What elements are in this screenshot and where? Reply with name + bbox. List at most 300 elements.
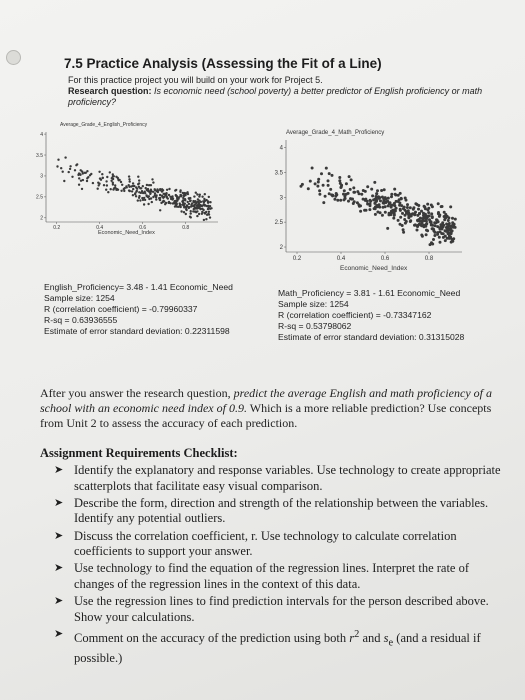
english-data-point [175, 204, 177, 206]
page-title: 7.5 Practice Analysis (Assessing the Fit of a Line) [64, 56, 382, 71]
math-data-point [431, 216, 434, 219]
math-data-point [406, 203, 409, 206]
checklist-title: Assignment Requirements Checklist: [40, 446, 238, 460]
math-data-point [392, 217, 395, 220]
math-data-point [325, 167, 328, 170]
english-data-point [195, 192, 197, 194]
english-data-point [138, 179, 140, 181]
math-data-point [414, 211, 417, 214]
english-data-point [120, 190, 122, 192]
english-data-point [78, 184, 80, 186]
math-data-point [371, 194, 374, 197]
english-data-point [193, 208, 195, 210]
english-data-point [183, 204, 185, 206]
math-data-point [448, 222, 451, 225]
english-data-point [152, 196, 154, 198]
english-data-point [143, 203, 145, 205]
english-data-point [63, 180, 65, 182]
math-data-point [390, 193, 393, 196]
math-data-point [433, 234, 436, 237]
english-data-point [118, 179, 120, 181]
english-data-point [146, 184, 148, 186]
math-data-point [416, 214, 419, 217]
english-data-point [101, 173, 103, 175]
math-data-point [359, 210, 362, 213]
math-data-point [407, 212, 410, 215]
math-data-point [425, 223, 428, 226]
english-data-point [142, 192, 144, 194]
requirements-checklist [52, 463, 512, 668]
math-data-point [390, 210, 393, 213]
english-data-point [129, 180, 131, 182]
math-data-point [447, 232, 450, 235]
english-data-point [174, 189, 176, 191]
english-data-point [98, 171, 100, 173]
english-data-point [209, 205, 211, 207]
math-data-point [375, 192, 378, 195]
checklist-item: ➤ Use the regression lines to find prediction intervals for the person described above. Show your calculations. [54, 594, 489, 624]
english-data-point [209, 201, 211, 203]
english-data-point [69, 168, 71, 170]
math-data-point [343, 198, 346, 201]
math-data-point [388, 212, 391, 215]
english-data-point [189, 197, 191, 199]
math-data-point [393, 202, 396, 205]
english-data-point [105, 180, 107, 182]
english-data-point [152, 181, 154, 183]
math-data-point [441, 205, 444, 208]
math-data-point [438, 236, 441, 239]
math-data-point [340, 185, 343, 188]
math-data-point [431, 243, 434, 246]
math-data-point [416, 219, 419, 222]
math-data-point [402, 228, 405, 231]
english-data-point [78, 177, 80, 179]
math-data-point [420, 224, 423, 227]
english-data-point [183, 211, 185, 213]
english-data-point [151, 178, 153, 180]
math-data-point [322, 201, 325, 204]
math-data-point [417, 204, 420, 207]
math-data-point [384, 200, 387, 203]
english-data-point [185, 208, 187, 210]
english-data-point [173, 201, 175, 203]
math-data-point [453, 223, 456, 226]
math-data-point [358, 205, 361, 208]
english-y-tick-label: 3.5 [36, 152, 43, 159]
english-data-point [144, 199, 146, 201]
english-data-point [194, 204, 196, 206]
english-data-point [197, 198, 199, 200]
english-data-point [208, 196, 210, 198]
math-data-point [440, 232, 443, 235]
math-data-point [329, 188, 332, 191]
math-data-point [316, 185, 319, 188]
math-data-point [404, 197, 407, 200]
binder-hole [6, 50, 21, 65]
math-data-point [440, 224, 443, 227]
english-data-point [64, 156, 66, 158]
math-sample-size: Sample size: 1254 [278, 299, 349, 309]
english-data-point [57, 159, 59, 161]
question-part-1: After you answer the research question, [40, 386, 234, 400]
english-r-squared: R-sq = 0.63936555 [44, 315, 118, 325]
math-data-point [421, 221, 424, 224]
english-data-point [129, 190, 131, 192]
math-data-point [368, 208, 371, 211]
math-data-point [318, 193, 321, 196]
math-data-point [386, 227, 389, 230]
english-data-point [142, 185, 144, 187]
math-data-point [347, 200, 350, 203]
math-y-tick-label: 3 [279, 195, 283, 202]
math-data-point [384, 211, 387, 214]
math-data-point [425, 233, 428, 236]
english-data-point [100, 179, 102, 181]
english-data-point [124, 187, 126, 189]
math-y-tick-label: 2.5 [274, 220, 283, 227]
english-data-point [148, 184, 150, 186]
english-data-point [208, 211, 210, 213]
english-data-point [136, 188, 138, 190]
math-x-tick-label: 0.8 [424, 256, 434, 262]
math-data-point [374, 213, 377, 216]
english-data-point [107, 191, 109, 193]
math-data-point [402, 207, 405, 210]
math-data-point [447, 219, 450, 222]
math-data-point [449, 235, 452, 238]
math-data-point [338, 179, 341, 182]
checklist-item: ➤ Comment on the accuracy of the prediction using both $r^2$ and $s_e$ (and a residual if possible.) [54, 627, 481, 666]
math-data-point [397, 219, 400, 222]
english-data-point [190, 216, 192, 218]
english-data-point [128, 186, 130, 188]
english-scatterplot [28, 118, 228, 238]
english-data-point [87, 176, 89, 178]
english-data-point [98, 183, 100, 185]
english-data-point [207, 202, 209, 204]
english-data-point [151, 201, 153, 203]
english-scatterplot-svg [28, 118, 228, 238]
math-data-point [395, 207, 398, 210]
english-data-point [200, 201, 202, 203]
english-x-tick-label: 0.4 [96, 225, 104, 231]
english-data-point [85, 172, 87, 174]
english-data-point [86, 180, 88, 182]
checklist-item: ➤ Use technology to find the equation of the regression lines. Interpret the rate of changes of the regression lines in the context of this data. [54, 561, 470, 591]
english-data-point [185, 206, 187, 208]
math-regression-stats [278, 288, 464, 343]
math-data-point [416, 229, 419, 232]
english-data-point [109, 171, 111, 173]
math-data-point [431, 224, 434, 227]
math-data-point [333, 198, 336, 201]
arrow-bullet-icon: ➤ [54, 529, 64, 542]
math-data-point [387, 197, 390, 200]
math-data-point [432, 238, 435, 241]
math-data-point [348, 175, 351, 178]
english-data-point [184, 199, 186, 201]
checklist-item: ➤ Describe the form, direction and strength of the relationship between the variables. Identify any potential outliers. [54, 495, 489, 526]
english-data-point [189, 200, 191, 202]
arrow-bullet-icon: ➤ [54, 464, 64, 476]
english-data-point [132, 188, 134, 190]
english-data-point [69, 165, 71, 167]
math-data-point [339, 199, 342, 202]
math-data-point [375, 195, 378, 198]
english-data-point [188, 206, 190, 208]
math-data-point [421, 217, 424, 220]
english-data-point [106, 176, 108, 178]
english-y-tick-label: 2 [40, 215, 43, 222]
math-data-point [379, 199, 382, 202]
math-scatterplot-svg [262, 124, 472, 274]
math-data-point [449, 225, 452, 228]
research-question-label: Research question: [68, 86, 152, 96]
math-data-point [387, 204, 390, 207]
math-data-point [431, 227, 434, 230]
english-x-tick-label: 0.8 [182, 225, 190, 231]
math-data-point [390, 195, 393, 198]
english-data-point [195, 211, 197, 213]
english-data-point [161, 195, 163, 197]
english-data-point [74, 169, 76, 171]
math-x-tick-label: 0.2 [292, 256, 302, 262]
english-data-point [169, 202, 171, 204]
english-x-tick-label: 0.2 [53, 225, 61, 231]
math-x-tick-label: 0.6 [380, 256, 390, 262]
math-data-point [417, 208, 420, 211]
math-data-point [426, 203, 429, 206]
arrow-bullet-icon: ➤ [54, 496, 64, 509]
english-y-tick-label: 4 [40, 131, 43, 138]
math-data-point [430, 212, 433, 215]
english-data-point [137, 183, 139, 185]
math-data-point [446, 227, 449, 230]
math-data-point [327, 179, 330, 182]
math-data-point [350, 198, 353, 201]
english-data-point [132, 185, 134, 187]
english-data-point [183, 193, 185, 195]
math-data-point [388, 202, 391, 205]
english-data-point [137, 176, 139, 178]
math-x-tick-label: 0.4 [336, 256, 346, 262]
english-data-point [60, 167, 62, 169]
english-data-point [196, 207, 198, 209]
english-data-point [159, 199, 161, 201]
math-data-point [350, 178, 353, 181]
math-data-point [421, 235, 424, 238]
math-data-point [343, 189, 346, 192]
english-data-point [201, 196, 203, 198]
english-data-point [207, 213, 209, 215]
english-data-point [112, 188, 114, 190]
math-data-point [403, 218, 406, 221]
english-y-tick-label: 3 [40, 173, 43, 180]
math-y-tick-label: 3.5 [274, 170, 283, 177]
english-data-point [170, 198, 172, 200]
math-data-point [317, 178, 320, 181]
english-data-point [139, 187, 141, 189]
english-data-point [202, 200, 204, 202]
math-data-point [317, 181, 320, 184]
math-y-axis-label: Average_Grade_4_Math_Proficiency [286, 130, 385, 136]
english-data-point [125, 185, 127, 187]
english-data-point [180, 195, 182, 197]
math-data-point [397, 194, 400, 197]
english-data-point [149, 193, 151, 195]
math-data-point [438, 227, 441, 230]
math-data-point [382, 197, 385, 200]
english-regression-stats [44, 282, 233, 337]
english-data-point [120, 181, 122, 183]
math-scatterplot [262, 124, 472, 274]
math-data-point [443, 218, 446, 221]
english-data-point [97, 188, 99, 190]
english-data-point [157, 189, 159, 191]
english-data-point [134, 192, 136, 194]
math-data-point [398, 198, 401, 201]
english-equation: English_Proficiency= 3.48 - 1.41 Economic_Need [44, 282, 233, 292]
math-data-point [342, 193, 345, 196]
math-data-point [450, 241, 453, 244]
math-data-point [407, 209, 410, 212]
english-x-axis-label: Economic_Need_Index [98, 230, 155, 236]
english-data-point [78, 172, 80, 174]
english-data-point [190, 210, 192, 212]
math-data-point [368, 203, 371, 206]
english-data-point [194, 200, 196, 202]
english-data-point [185, 213, 187, 215]
english-data-point [207, 208, 209, 210]
english-data-point [180, 210, 182, 212]
english-data-point [201, 208, 203, 210]
math-data-point [370, 188, 373, 191]
english-error-sd: Estimate of error standard deviation: 0.22311598 [44, 326, 230, 336]
math-data-point [373, 181, 376, 184]
math-data-point [364, 190, 367, 193]
english-data-point [148, 198, 150, 200]
english-data-point [198, 204, 200, 206]
math-data-point [449, 205, 452, 208]
english-data-point [187, 201, 189, 203]
english-data-point [198, 213, 200, 215]
math-data-point [300, 185, 303, 188]
english-data-point [102, 177, 104, 179]
english-data-point [128, 178, 130, 180]
math-data-point [401, 212, 404, 215]
math-data-point [374, 201, 377, 204]
english-data-point [142, 199, 144, 201]
english-data-point [179, 202, 181, 204]
english-data-point [210, 207, 212, 209]
math-data-point [314, 182, 317, 185]
math-data-point [330, 193, 333, 196]
arrow-bullet-icon: ➤ [54, 627, 64, 640]
english-data-point [92, 182, 94, 184]
math-error-sd: Estimate of error standard deviation: 0.31315028 [278, 332, 465, 342]
english-data-point [56, 165, 58, 167]
math-data-point [438, 214, 441, 217]
math-y-tick-label: 4 [279, 145, 283, 152]
math-data-point [420, 210, 423, 213]
math-data-point [430, 221, 433, 224]
english-data-point [103, 184, 105, 186]
math-data-point [429, 243, 432, 246]
english-data-point [131, 190, 133, 192]
checklist-item: ➤ Identify the explanatory and response variables. Use technology to create appropriate scatterplots that facilitate easy visual comparison. [54, 463, 501, 493]
math-data-point [347, 192, 350, 195]
math-data-point [379, 211, 382, 214]
math-data-point [335, 192, 338, 195]
english-data-point [81, 188, 83, 190]
math-data-point [383, 188, 386, 191]
math-data-point [376, 189, 379, 192]
english-data-point [90, 173, 92, 175]
english-data-point [123, 190, 125, 192]
math-data-point [366, 185, 369, 188]
english-data-point [164, 203, 166, 205]
math-data-point [435, 221, 438, 224]
math-correlation: R (correlation coefficient) = -0.73347162 [278, 310, 432, 320]
math-data-point [311, 167, 314, 170]
english-data-point [204, 212, 206, 214]
english-data-point [75, 164, 77, 166]
english-data-point [147, 203, 149, 205]
math-data-point [426, 215, 429, 218]
english-data-point [138, 195, 140, 197]
math-data-point [426, 229, 429, 232]
english-data-point [162, 201, 164, 203]
math-data-point [349, 188, 352, 191]
math-data-point [331, 174, 334, 177]
english-data-point [159, 209, 161, 211]
math-data-point [322, 184, 325, 187]
english-data-point [164, 193, 166, 195]
english-data-point [112, 173, 114, 175]
english-data-point [115, 176, 117, 178]
math-data-point [406, 206, 409, 209]
arrow-bullet-icon: ➤ [54, 562, 64, 575]
math-data-point [394, 193, 397, 196]
math-data-point [426, 208, 429, 211]
english-data-point [201, 205, 203, 207]
math-data-point [437, 202, 440, 205]
math-data-point [454, 218, 457, 221]
math-data-point [393, 214, 396, 217]
english-data-point [161, 190, 163, 192]
math-data-point [433, 231, 436, 234]
english-data-point [186, 191, 188, 193]
math-data-point [416, 225, 419, 228]
english-data-point [155, 194, 157, 196]
english-data-point [204, 193, 206, 195]
math-data-point [447, 216, 450, 219]
english-y-axis-label: Average_Grade_4_English_Proficiency [60, 122, 148, 128]
english-data-point [155, 198, 157, 200]
english-data-point [105, 189, 107, 191]
english-data-point [115, 189, 117, 191]
math-data-point [427, 211, 430, 214]
math-data-point [402, 231, 405, 234]
english-data-point [106, 184, 108, 186]
english-data-point [135, 195, 137, 197]
english-data-point [136, 190, 138, 192]
english-data-point [114, 184, 116, 186]
math-x-axis-label: Economic_Need_Index [340, 265, 408, 272]
english-data-point [166, 189, 168, 191]
math-data-point [444, 235, 447, 238]
